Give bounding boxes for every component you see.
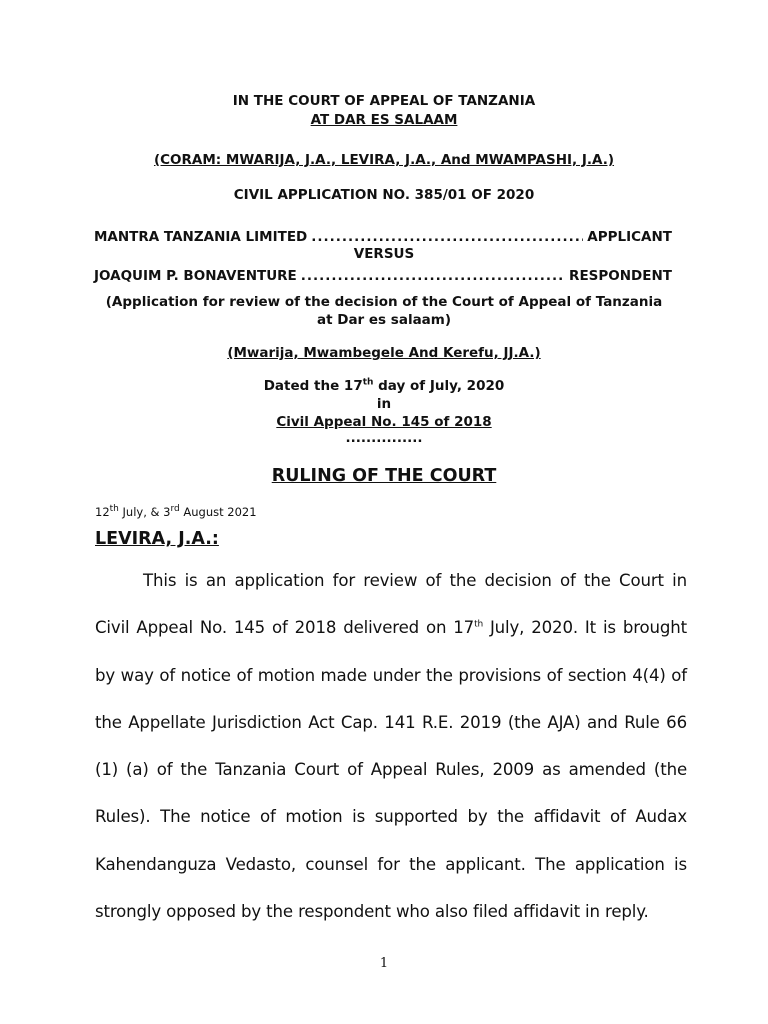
dated-line [0, 378, 768, 395]
coram-wrap [0, 152, 768, 169]
court-name: IN THE COURT OF APPEAL OF TANZANIA [232, 93, 536, 109]
date-b: July, & 3 [118, 505, 171, 519]
body-paragraph [95, 557, 687, 935]
in-word: in [376, 396, 392, 412]
applicant-line [94, 229, 672, 246]
date-a-sup: th [109, 504, 119, 515]
applicant-role: APPLICANT [587, 229, 672, 245]
dated-suffix: day of July, 2020 [373, 378, 505, 394]
date-b-sup: rd [170, 504, 180, 515]
ruling-title: RULING OF THE COURT [271, 466, 497, 486]
judge-heading: LEVIRA, J.A.: [95, 529, 219, 549]
separator-dots: ............... [345, 430, 423, 446]
body-sup: th [474, 619, 484, 630]
hearing-dates [95, 505, 257, 519]
applicant-name: MANTRA TANZANIA LIMITED [94, 229, 308, 245]
dated-sup: th [362, 377, 374, 388]
dated-prefix: Dated the 17 [263, 378, 363, 394]
civil-appeal: Civil Appeal No. 145 of 2018 [276, 414, 492, 430]
versus: VERSUS [353, 246, 415, 262]
review-judges-wrap [0, 345, 768, 362]
leader-dots [301, 268, 565, 285]
body-part-a: This is an application for review of the decision of the Court in Civil Appeal No. 145 of 2018 delivered on 17 [95, 571, 687, 638]
body-part-b: July, 2020. It is brought by way of notice of motion made under the provisions of section 4(4) of the Appellate Jurisdiction Act Cap. 141 R.E. 2019 (the AJA) and Rule 66 (1) (a) of the Tanzania Court of Appeal Rules, 2009 as amended (the Rules). The notice of motion is supported by the affidavit of Audax Kahendanguza Vedasto, counsel for the applicant. The application is strongly opposed by the respondent who also filed affidavit in reply. [95, 618, 687, 922]
respondent-line [94, 268, 672, 285]
coram: (CORAM: MWARIJA, J.A., LEVIRA, J.A., And MWAMPASHI, J.A.) [153, 152, 615, 168]
court-location-wrap [0, 112, 768, 129]
page-number: 1 [379, 956, 389, 971]
appeal-wrap [0, 414, 768, 431]
date-a: 12 [95, 505, 110, 519]
court-location: AT DAR ES SALAAM [310, 112, 458, 128]
review-line-2: at Dar es salaam) [316, 312, 452, 328]
case-number: CIVIL APPLICATION NO. 385/01 OF 2020 [233, 187, 535, 203]
respondent-name: JOAQUIM P. BONAVENTURE [94, 268, 297, 284]
review-judges: (Mwarija, Mwambegele And Kerefu, JJ.A.) [227, 345, 541, 361]
review-line-1: (Application for review of the decision of the Court of Appeal of Tanzania [105, 294, 663, 310]
date-c: August 2021 [179, 505, 257, 519]
respondent-role: RESPONDENT [569, 268, 672, 284]
leader-dots [311, 229, 583, 246]
